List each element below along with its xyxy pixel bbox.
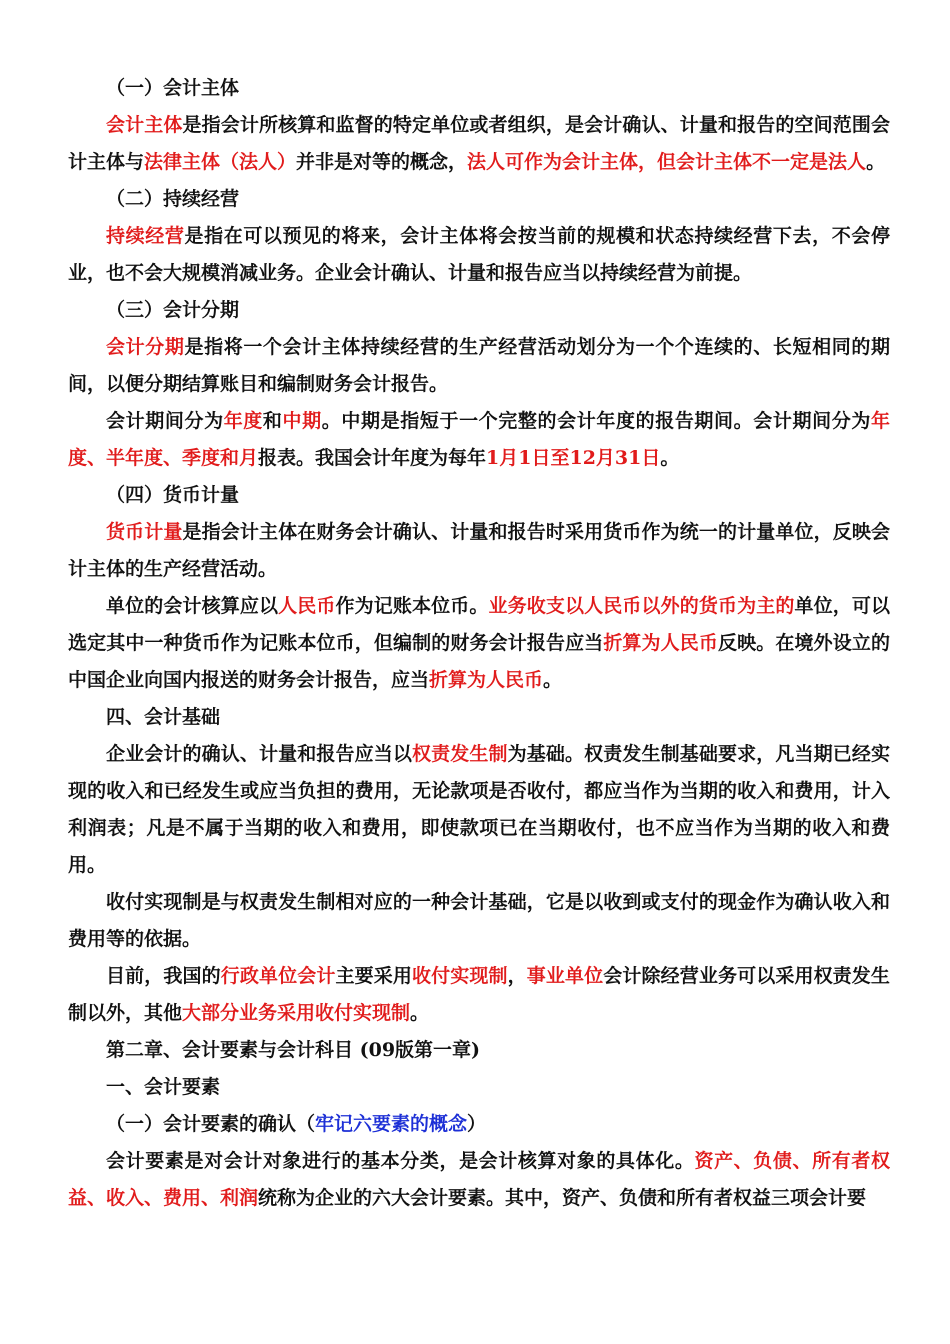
text-run: （三）会计分期: [106, 299, 240, 321]
highlighted-term: 持续经营: [106, 225, 185, 247]
text-run: 统称为企业的六大会计要素。其中，资产、负债和所有者权益三项会计要: [258, 1187, 867, 1209]
body-paragraph: [68, 107, 890, 181]
body-paragraph: [68, 218, 890, 292]
highlighted-term: 会计分期: [106, 336, 185, 358]
text-run: 反映。在境外设立的中国企业向国内报送的财务会计报告，应当: [68, 632, 890, 691]
highlighted-term: 货币计量: [106, 521, 183, 543]
body-paragraph: [68, 588, 890, 699]
highlighted-term: 大部分业务采用收付实现制: [182, 1002, 411, 1024]
text-run: （二）持续经营: [106, 188, 240, 210]
text-run: 为基础。权责发生制基础要求，凡当期已经实现的收入和已经发生或应当负担的费用，无论款项是否收付，都应当作为当期的收入和费用，计入利润表；凡是不属于当期的收入和费用，即使款项已在当期收付，也不应当作为当期的收入和费用。: [68, 743, 890, 876]
text-run: 报表。我国会计年度为每年: [258, 447, 487, 469]
text-run: 。: [866, 151, 886, 173]
text-run: 并非是对等的概念，: [296, 151, 468, 173]
section-heading: [68, 181, 890, 218]
text-run: 一、会计要素: [106, 1076, 221, 1098]
highlighted-term: 权责发生制: [411, 743, 508, 765]
highlighted-term: 中期: [282, 410, 322, 432]
text-run: 和: [262, 410, 283, 432]
text-run: 收付实现制是与权责发生制相对应的一种会计基础，它是以收到或支付的现金作为确认收入和费用等的依据。: [68, 891, 890, 950]
text-run: 是指会计主体在财务会计确认、计量和报告时采用货币作为统一的计量单位，反映会计主体的生产经营活动。: [68, 521, 890, 580]
note-text: 牢记六要素的概念: [315, 1113, 468, 1135]
text-run: 。: [543, 669, 563, 691]
text-run: 作为记账本位币。: [335, 595, 489, 617]
highlighted-term: 资产、负债、所有者权益、收入、费用、利润: [68, 1150, 890, 1209]
body-paragraph: [68, 736, 890, 884]
section-heading: [68, 292, 890, 329]
body-paragraph: [68, 329, 890, 403]
text-run: ）: [467, 1113, 487, 1135]
text-run: 是指将一个会计主体持续经营的生产经营活动划分为一个个连续的、长短相同的期间，以便分期结算账目和编制财务会计报告。: [68, 336, 890, 395]
text-run: 四、会计基础: [106, 706, 221, 728]
highlighted-term: 折算为人民币: [603, 632, 719, 654]
highlighted-term: 法律主体（法人）: [144, 151, 297, 173]
highlighted-term: 法人可作为会计主体，但会计主体不一定是法人: [467, 151, 867, 173]
body-paragraph: [68, 1143, 890, 1217]
highlighted-term: 折算为人民币: [429, 669, 544, 691]
text-run: 是指会计所核算和监督的特定单位或者组织，是会计确认、计量和报告的空间范围会计主体与: [68, 114, 890, 173]
section-heading: [68, 699, 890, 736]
text-run: 企业会计的确认、计量和报告应当以: [106, 743, 412, 765]
text-run: ，: [507, 965, 527, 987]
highlighted-term: 事业单位: [526, 965, 604, 987]
text-run: 第二章、会计要素与会计科目 (09版第一章): [106, 1039, 481, 1061]
highlighted-term: 人民币: [278, 595, 336, 617]
text-run: 目前，我国的: [106, 965, 221, 987]
text-run: 会计要素是对会计对象进行的基本分类，是会计核算对象的具体化。: [106, 1150, 695, 1172]
highlighted-term: 1月1日至12月31日: [486, 447, 661, 469]
text-run: 单位的会计核算应以: [106, 595, 279, 617]
body-paragraph: [68, 884, 890, 958]
text-run: 单位，可以选定其中一种货币作为记账本位币，但编制的财务会计报告应当: [68, 595, 890, 654]
text-run: 。中期是指短于一个完整的会计年度的报告期间。会计期间分为: [321, 410, 871, 432]
text-run: 。: [660, 447, 680, 469]
highlighted-term: 业务收支以人民币以外的货币为主的: [488, 595, 795, 617]
highlighted-term: 会计主体: [106, 114, 183, 136]
text-run: 会计除经营业务可以采用权责发生制以外，其他: [68, 965, 890, 1024]
section-heading: [68, 1106, 890, 1143]
section-heading: [68, 70, 890, 107]
section-heading: [68, 1032, 890, 1069]
document-page: [68, 70, 890, 1217]
body-paragraph: [68, 403, 890, 477]
text-run: 。: [410, 1002, 430, 1024]
highlighted-term: 年度: [223, 410, 263, 432]
text-run: （一）会计主体: [106, 77, 240, 99]
body-paragraph: [68, 514, 890, 588]
text-run: （一）会计要素的确认（: [106, 1113, 316, 1135]
text-run: （四）货币计量: [106, 484, 240, 506]
highlighted-term: 收付实现制: [411, 965, 508, 987]
highlighted-term: 年度、半年度、季度和月: [68, 410, 890, 469]
text-run: 主要采用: [335, 965, 412, 987]
body-paragraph: [68, 958, 890, 1032]
section-heading: [68, 1069, 890, 1106]
section-heading: [68, 477, 890, 514]
text-run: 会计期间分为: [106, 410, 224, 432]
highlighted-term: 行政单位会计: [220, 965, 336, 987]
text-run: 是指在可以预见的将来，会计主体将会按当前的规模和状态持续经营下去，不会停业，也不会大规模消减业务。企业会计确认、计量和报告应当以持续经营为前提。: [68, 225, 890, 284]
